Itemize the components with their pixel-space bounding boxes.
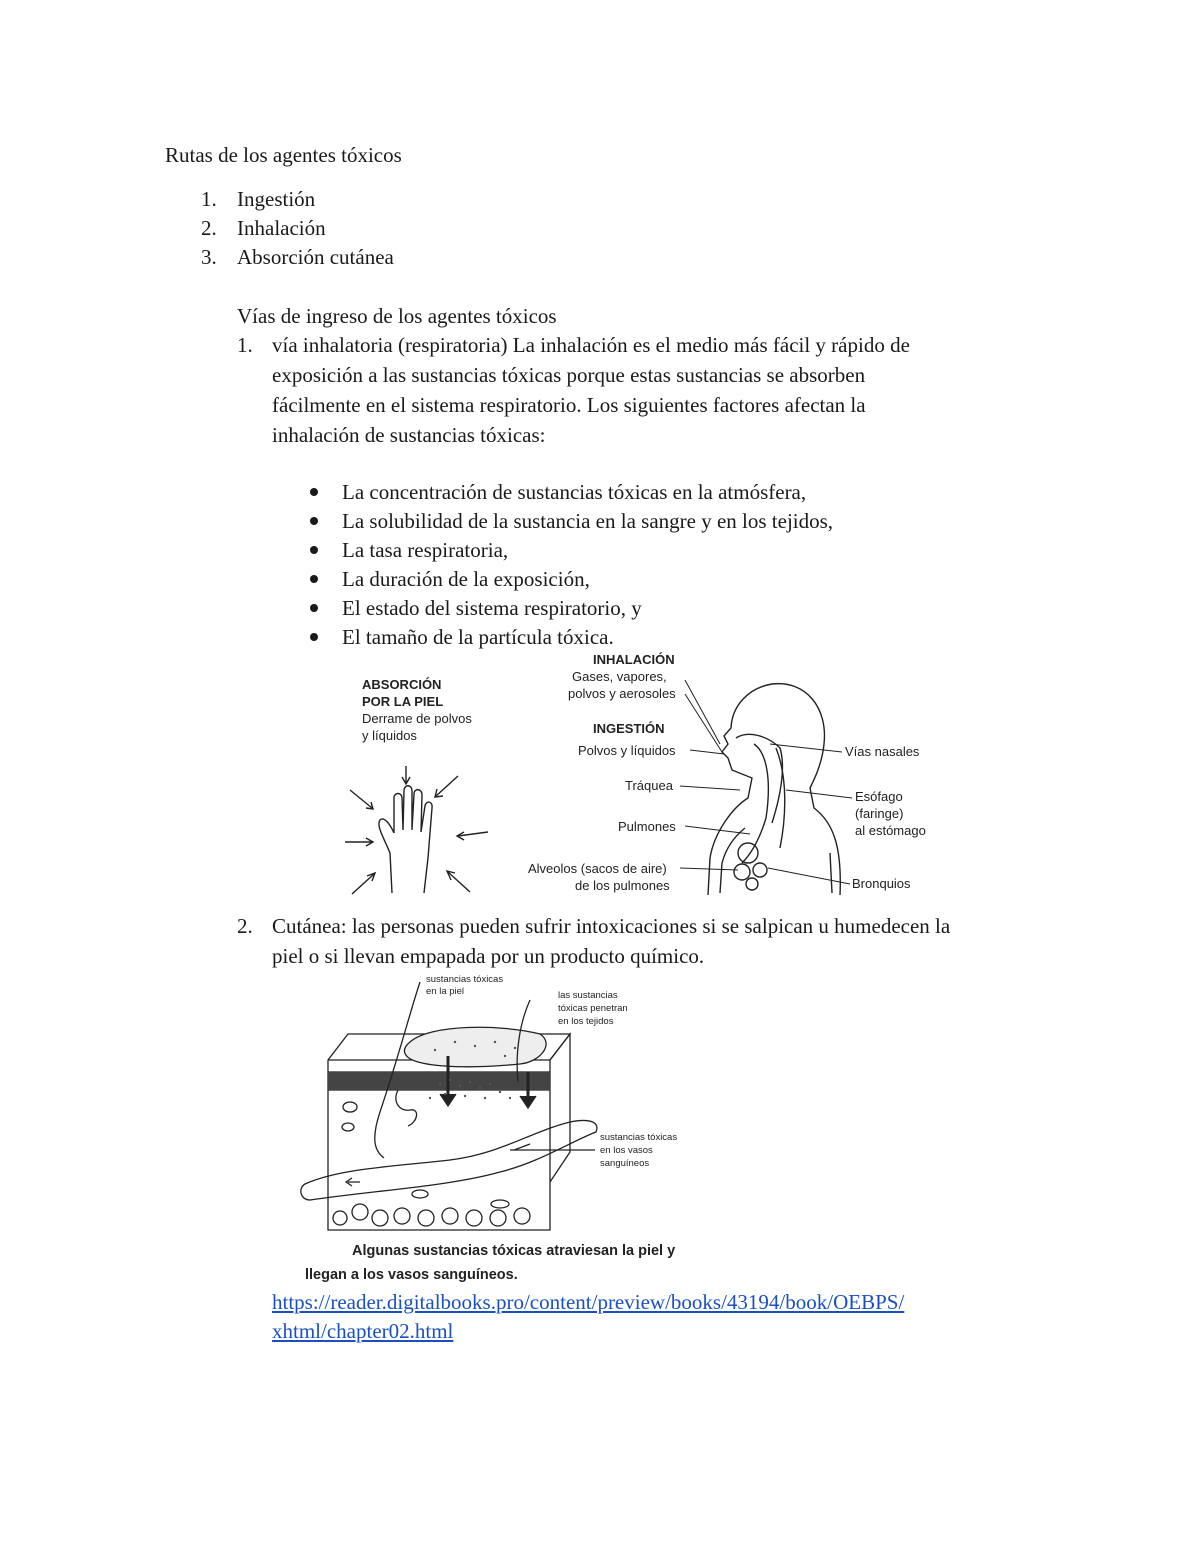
via-number: 2. [237, 914, 253, 938]
vias-heading: Vías de ingreso de los agentes tóxicos [237, 304, 557, 328]
absorcion-title: POR LA PIEL [362, 694, 444, 709]
bullet-icon [310, 575, 318, 583]
vasos-label: en los vasos [600, 1145, 653, 1156]
factor-item: La tasa respiratoria, [342, 538, 509, 562]
factor-item: El tamaño de la partícula tóxica. [342, 625, 614, 649]
tejidos-label: en los tejidos [558, 1016, 614, 1027]
vias-nasales-label: Vías nasales [845, 744, 920, 759]
via1-line: vía inhalatoria (respiratoria) La inhalación es el medio más fácil y rápido de [272, 333, 910, 357]
route-item: Ingestión [237, 187, 316, 211]
ingestion-title: INGESTIÓN [593, 721, 665, 736]
inhalacion-title: INHALACIÓN [593, 652, 675, 667]
esofago-label: Esófago [855, 789, 903, 804]
route-number: 1. [201, 187, 217, 211]
vasos-label: sanguíneos [600, 1158, 650, 1169]
alveolos-label: de los pulmones [575, 878, 670, 893]
factor-item: La concentración de sustancias tóxicas en la atmósfera, [342, 480, 807, 504]
bullet-icon [310, 517, 318, 525]
absorcion-sub: Derrame de polvos [362, 711, 472, 726]
via1-line: inhalación de sustancias tóxicas: [272, 423, 546, 447]
tejidos-label: las sustancias [558, 990, 618, 1001]
vasos-label: sustancias tóxicas [600, 1132, 678, 1143]
figure-caption: llegan a los vasos sanguíneos. [305, 1267, 518, 1283]
bullet-icon [310, 633, 318, 641]
inhalacion-sub: polvos y aerosoles [568, 686, 676, 701]
alveolos-label: Alveolos (sacos de aire) [528, 861, 667, 876]
bullet-icon [310, 604, 318, 612]
via1-line: exposición a las sustancias tóxicas porque estas sustancias se absorben [272, 363, 866, 387]
document-title: Rutas de los agentes tóxicos [165, 143, 402, 167]
piel-label: sustancias tóxicas [426, 974, 504, 985]
figure-caption: Algunas sustancias tóxicas atraviesan la piel y [352, 1243, 676, 1259]
piel-label: en la piel [426, 986, 465, 997]
route-number: 2. [201, 216, 217, 240]
bullet-icon [310, 488, 318, 496]
route-item: Inhalación [237, 216, 326, 240]
esofago-label: al estómago [855, 823, 926, 838]
hand-icon [345, 766, 488, 894]
skin-absorption-figure [300, 972, 730, 1282]
traquea-label: Tráquea [625, 778, 673, 793]
factor-item: El estado del sistema respiratorio, y [342, 596, 642, 620]
via1-line: fácilmente en el sistema respiratorio. Los siguientes factores afectan la [272, 393, 866, 417]
route-item: Absorción cutánea [237, 245, 394, 269]
absorcion-sub: y líquidos [362, 728, 417, 743]
ingestion-sub: Polvos y líquidos [578, 743, 676, 758]
tejidos-label: tóxicas penetran [558, 1003, 628, 1014]
bronquios-label: Bronquios [852, 876, 911, 891]
esofago-label: (faringe) [855, 806, 904, 821]
source-link[interactable]: xhtml/chapter02.html [272, 1319, 454, 1343]
skin-layers-icon [301, 982, 597, 1230]
source-link[interactable]: https://reader.digitalbooks.pro/content/preview/books/43194/book/OEBPS/ [272, 1290, 905, 1314]
leader-lines [680, 680, 852, 884]
bullet-icon [310, 546, 318, 554]
absorcion-title: ABSORCIÓN [362, 677, 442, 692]
via2-line: piel o si llevan empapada por un producto químico. [272, 944, 705, 968]
via-number: 1. [237, 333, 253, 357]
exposure-routes-figure [340, 648, 940, 903]
factor-item: La solubilidad de la sustancia en la sangre y en los tejidos, [342, 509, 834, 533]
inhalacion-sub: Gases, vapores, [572, 669, 667, 684]
pulmones-label: Pulmones [618, 819, 676, 834]
factor-item: La duración de la exposición, [342, 567, 590, 591]
route-number: 3. [201, 245, 217, 269]
via2-line: Cutánea: las personas pueden sufrir intoxicaciones si se salpican u humedecen la [272, 914, 951, 938]
